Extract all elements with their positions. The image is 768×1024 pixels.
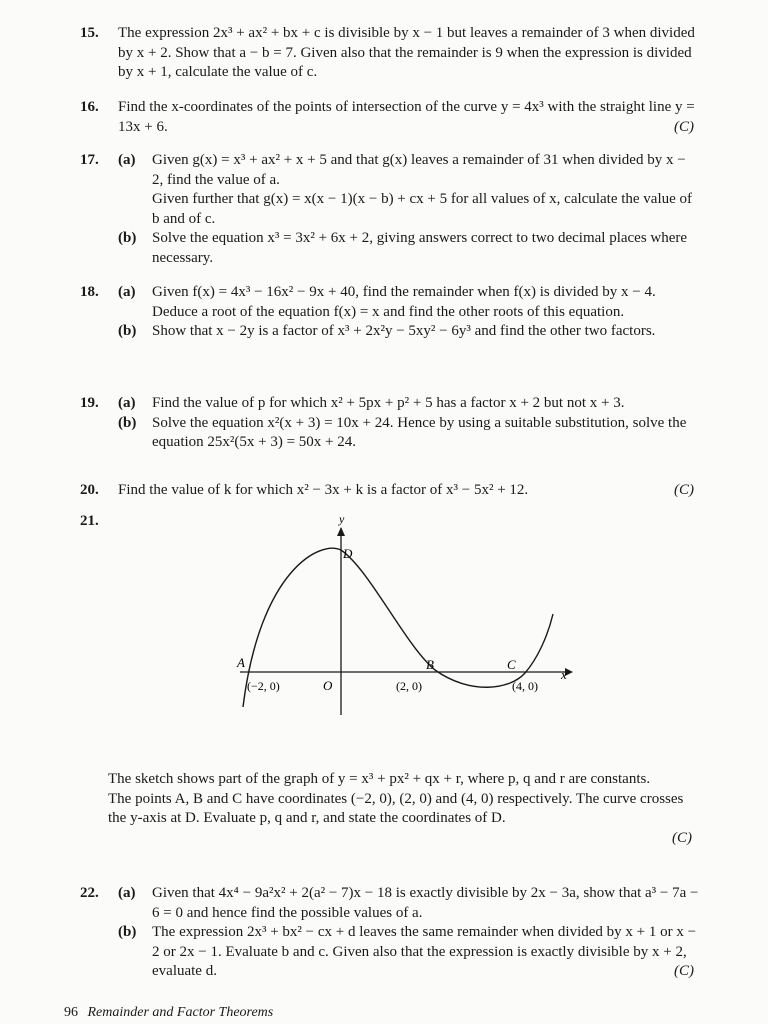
- question-number: 21.: [80, 513, 99, 529]
- part-label: (b): [118, 230, 137, 246]
- point-a-label: A: [237, 655, 245, 670]
- page-number: 96: [64, 1005, 78, 1020]
- part-a: [118, 884, 700, 923]
- question-number: 18.: [80, 284, 99, 300]
- part-a: [118, 151, 700, 229]
- question-21-text: [108, 770, 698, 848]
- part-b: [118, 229, 700, 268]
- question-text: The expression 2x³ + ax² + bx + c is divisible by x − 1 but leaves a remainder of 3 when divided by x + 2. Show that a − b = 7. Given also that the remainder is 9 when the expression is divided by x + 1, calculate the value of c.: [118, 25, 695, 80]
- source-mark: (C): [674, 118, 694, 135]
- part-label: (a): [118, 885, 136, 901]
- part-text: Given that 4x⁴ − 9a²x² + 2(a² − 7)x − 18 is exactly divisible by 2x − 3a, show that a³ − 7a − 6 = 0 and hence find the possible values of a.: [152, 885, 699, 921]
- part-text: Solve the equation x³ = 3x² + 6x + 2, giving answers correct to two decimal places where necessary.: [152, 230, 688, 266]
- point-a-coordinates: (−2, 0): [247, 679, 280, 693]
- question-text: Find the value of k for which x² − 3x + k is a factor of x³ − 5x² + 12. (C): [118, 481, 700, 501]
- part-b: [118, 414, 700, 453]
- part-text: Given f(x) = 4x³ − 16x² − 9x + 40, find the remainder when f(x) is divided by x − 4. Deduce a root of the equation f(x) = x and find the other roots of this equation.: [152, 284, 656, 320]
- question-text-continued: The points A, B and C have coordinates (−2, 0), (2, 0) and (4, 0) respectively. The curve crosses the y-axis at D. Evaluate p, q and r, and state the coordinates of D. (C): [108, 790, 698, 829]
- part-text: Find the value of p for which x² + 5px + p² + 5 has a factor x + 2 but not x + 3.: [152, 395, 625, 411]
- part-label: (a): [118, 152, 136, 168]
- question-text: Find the x-coordinates of the points of intersection of the curve y = 4x³ with the straight line y = 13x + 6. (C): [118, 98, 700, 137]
- question-text: The sketch shows part of the graph of y = x³ + px² + qx + r, where p, q and r are constants.: [108, 771, 651, 787]
- part-text-continued: Given further that g(x) = x(x − 1)(x − b) + cx + 5 for all values of x, calculate the value of b and of c.: [152, 191, 693, 227]
- part-a: [118, 394, 700, 414]
- part-text: Solve the equation x²(x + 3) = 10x + 24. Hence by using a suitable substitution, solve the equation 25x²(5x + 3) = 50x + 24.: [152, 414, 687, 450]
- question-number: 22.: [80, 885, 99, 901]
- part-label: (a): [118, 395, 136, 411]
- part-label: (b): [118, 414, 137, 431]
- point-d-label: D: [343, 546, 353, 561]
- question-number: 20.: [80, 482, 99, 498]
- part-label: (b): [118, 323, 137, 339]
- page-footer: [64, 1003, 273, 1023]
- part-a: [118, 283, 700, 322]
- cubic-graph-sketch: [220, 510, 600, 720]
- point-b-label: B: [426, 657, 434, 672]
- source-mark: (C): [674, 963, 694, 979]
- question-number: 17.: [80, 152, 99, 168]
- question-number: 16.: [80, 99, 99, 115]
- part-text: Show that x − 2y is a factor of x³ + 2x²y − 5xy² − 6y³ and find the other two factors.: [152, 323, 656, 339]
- part-label: (b): [118, 924, 137, 940]
- y-axis-arrow: [337, 527, 345, 536]
- source-mark: (C): [672, 829, 692, 846]
- y-axis-label: y: [339, 512, 345, 526]
- part-b: [118, 322, 700, 342]
- part-text: Given g(x) = x³ + ax² + x + 5 and that g(x) leaves a remainder of 31 when divided by x − 2, find the value of a.: [152, 152, 686, 188]
- part-b: [118, 923, 700, 982]
- source-mark: (C): [674, 482, 694, 498]
- point-c-label: C: [507, 657, 516, 672]
- x-axis-label: x: [561, 667, 567, 682]
- point-b-coordinates: (2, 0): [396, 679, 422, 693]
- part-label: (a): [118, 284, 136, 300]
- part-text: The expression 2x³ + bx² − cx + d leaves the same remainder when divided by x + 1 or x − 2 or 2x − 1. Evaluate b and c. Given also that the expression is exactly divisible by x + 2, evaluate d. (C): [152, 923, 700, 982]
- origin-label: O: [323, 678, 333, 693]
- chapter-title: Remainder and Factor Theorems: [87, 1005, 274, 1020]
- point-c-coordinates: (4, 0): [512, 679, 538, 693]
- question-number: 15.: [80, 25, 99, 41]
- question-number: 19.: [80, 395, 99, 411]
